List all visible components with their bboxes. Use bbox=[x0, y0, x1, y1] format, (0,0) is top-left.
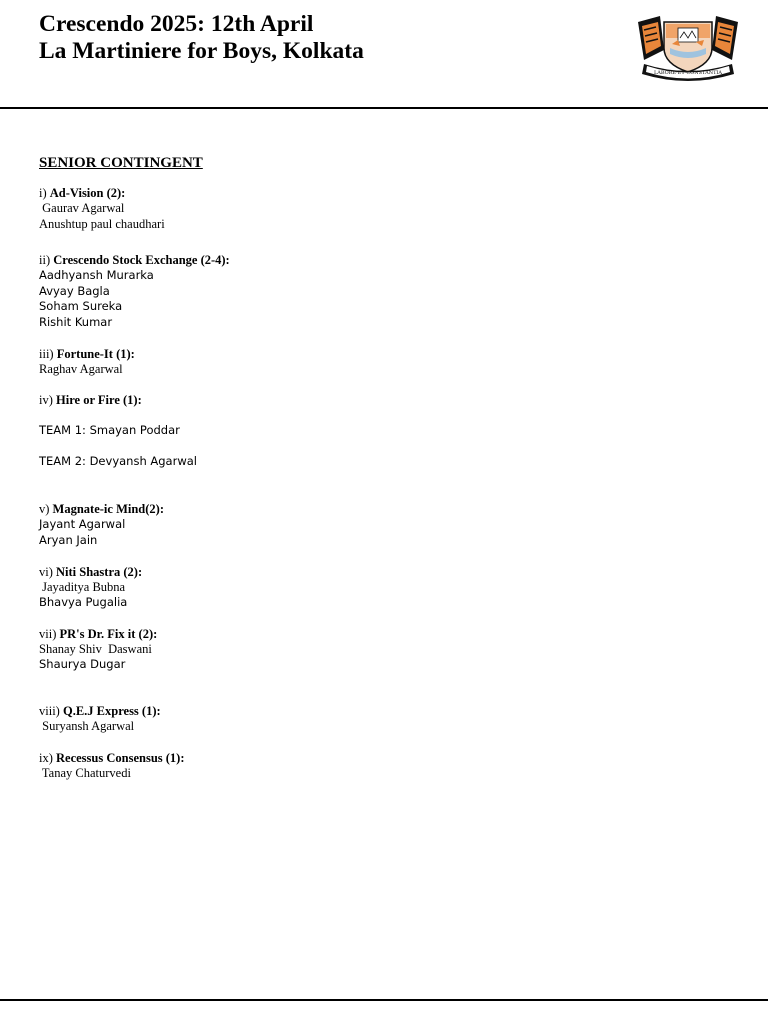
section-heading: SENIOR CONTINGENT bbox=[39, 155, 203, 171]
event-prs-dr-fix-it bbox=[39, 626, 739, 673]
event-numeral: vi) bbox=[39, 564, 53, 579]
participant-name: Soham Sureka bbox=[39, 299, 123, 314]
participant-name: Tanay Chaturvedi bbox=[39, 765, 131, 780]
event-numeral: v) bbox=[39, 502, 50, 517]
event-title bbox=[39, 564, 739, 580]
participant-name: Rishit Kumar bbox=[39, 314, 113, 329]
participant-name: Raghav Agarwal bbox=[39, 361, 123, 376]
event-title bbox=[39, 346, 739, 362]
svg-text:LABORE·ET·CONSTANTIA: LABORE·ET·CONSTANTIA bbox=[653, 70, 723, 76]
event-name: Fortune-It (1): bbox=[56, 346, 135, 361]
event-name: PR's Dr. Fix it (2): bbox=[59, 626, 158, 641]
event-name: Q.E.J Express (1): bbox=[62, 703, 161, 718]
header-divider bbox=[0, 107, 768, 109]
participant-name: Anushtup paul chaudhari bbox=[39, 216, 165, 231]
event-numeral: viii) bbox=[39, 703, 60, 718]
participant-name: Gaurav Agarwal bbox=[39, 201, 125, 215]
school-crest-icon bbox=[634, 14, 742, 86]
event-title bbox=[39, 501, 739, 517]
participant-name: Jayant Agarwal bbox=[39, 517, 126, 532]
event-magnate-ic-mind bbox=[39, 501, 739, 548]
event-name: Magnate-ic Mind(2): bbox=[52, 502, 164, 517]
event-fortune-it bbox=[39, 346, 739, 378]
event-recessus-consensus bbox=[39, 750, 739, 782]
event-numeral: iii) bbox=[39, 346, 54, 361]
event-title bbox=[39, 626, 739, 642]
participant-name: Shanay Shiv Daswani bbox=[39, 641, 152, 656]
event-niti-shastra bbox=[39, 564, 739, 611]
participant-name: Shaurya Dugar bbox=[39, 657, 126, 672]
event-name: Crescendo Stock Exchange (2-4): bbox=[53, 253, 230, 268]
event-qej-express bbox=[39, 703, 739, 735]
participant-name: Suryansh Agarwal bbox=[39, 718, 135, 733]
event-numeral: ix) bbox=[39, 750, 53, 765]
participant-name: Avyay Bagla bbox=[39, 283, 110, 298]
participant-name: Aadhyansh Murarka bbox=[39, 268, 154, 283]
event-numeral: ii) bbox=[39, 253, 51, 268]
title-line-1: Crescendo 2025: 12th April bbox=[39, 11, 314, 37]
event-name: Ad-Vision (2): bbox=[49, 186, 126, 200]
event-title bbox=[39, 703, 739, 719]
participant-name: Jayaditya Bubna bbox=[39, 579, 126, 594]
event-numeral: vii) bbox=[39, 626, 57, 641]
event-name: Hire or Fire (1): bbox=[56, 393, 142, 408]
participant-name: Bhavya Pugalia bbox=[39, 595, 128, 610]
event-crescendo-stock-exchange bbox=[39, 252, 739, 330]
participant-name: Aryan Jain bbox=[39, 532, 98, 547]
event-hire-or-fire bbox=[39, 392, 739, 469]
event-numeral: i) bbox=[39, 186, 47, 200]
event-title bbox=[39, 750, 739, 766]
document-title bbox=[39, 11, 364, 65]
event-name: Recessus Consensus (1): bbox=[56, 750, 185, 765]
event-name: Niti Shastra (2): bbox=[56, 564, 143, 579]
document-header bbox=[0, 0, 768, 108]
team-entry: TEAM 2: Devyansh Agarwal bbox=[39, 453, 197, 468]
title-line-2: La Martiniere for Boys, Kolkata bbox=[39, 38, 364, 64]
team-entry: TEAM 1: Smayan Poddar bbox=[39, 423, 180, 438]
event-title bbox=[39, 252, 739, 268]
footer-divider bbox=[0, 999, 768, 1001]
event-ad-vision bbox=[39, 185, 739, 232]
document-body bbox=[39, 153, 739, 781]
event-title bbox=[39, 185, 739, 201]
event-title bbox=[39, 392, 739, 408]
event-numeral: iv) bbox=[39, 393, 53, 408]
